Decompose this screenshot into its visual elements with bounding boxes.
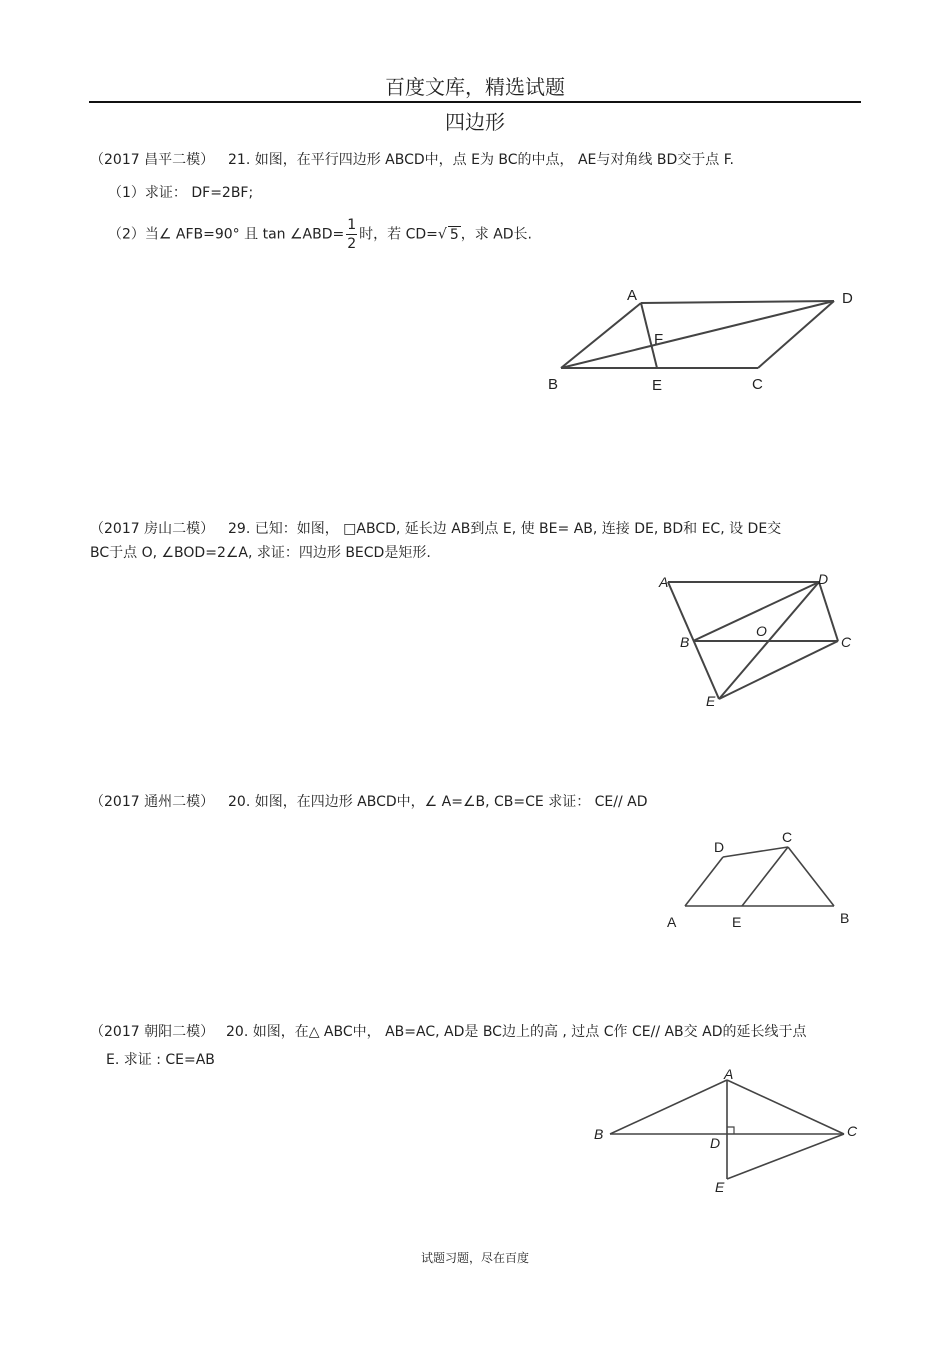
problem-2-source: （2017 房山二模） — [90, 521, 215, 537]
label-O: O — [756, 623, 767, 639]
page-footer: 试题习题，尽在百度 — [420, 1251, 529, 1265]
page-title: 百度文库，精选试题 — [385, 75, 565, 99]
segment-DC — [723, 847, 788, 857]
segment-AC — [727, 1080, 844, 1134]
label-B: B — [548, 376, 559, 393]
segment-BA — [610, 1080, 727, 1134]
figure-3-quadrilateral — [655, 825, 860, 935]
sqrt-symbol: √ — [437, 226, 447, 243]
fraction-denominator: 2 — [347, 236, 357, 252]
label-D: D — [842, 290, 853, 307]
sqrt-radicand: 5 — [449, 226, 459, 243]
part-2-suffix: ，求 AD长. — [460, 226, 533, 243]
label-F: F — [654, 331, 664, 348]
label-C: C — [752, 376, 763, 393]
part-2-prefix: （2）当∠ AFB=90° 且 tan ∠ABD= — [108, 226, 345, 243]
label-C: C — [847, 1123, 858, 1139]
problem-1-part-1: （1）求证： DF=2BF; — [108, 185, 254, 201]
problem-2-statement-cont: BC于点 O, ∠BOD=2∠A, 求证：四边形 BECD是矩形. — [90, 545, 431, 561]
label-E: E — [652, 377, 663, 394]
segment-EC — [719, 641, 838, 699]
label-A: A — [659, 574, 669, 590]
label-D: D — [818, 571, 829, 587]
header-divider — [89, 101, 861, 103]
label-B: B — [840, 910, 850, 926]
problem-2-statement: 29. 已知：如图， □ABCD, 延长边 AB到点 E, 使 BE= AB, 连接 DE, BD和 EC, 设 DE交 — [228, 521, 782, 537]
label-D: D — [714, 839, 725, 855]
figure-2-rectangle-proof — [650, 568, 860, 710]
figure-4-triangle — [590, 1066, 865, 1201]
label-C: C — [841, 634, 852, 650]
problem-1-part-2 — [108, 216, 532, 253]
fraction-numerator: 1 — [347, 217, 357, 233]
label-E: E — [715, 1179, 725, 1195]
figure-1-parallelogram — [540, 282, 870, 397]
problem-3-statement: 20. 如图，在四边形 ABCD中，∠ A=∠B, CB=CE 求证： CE// AD — [228, 794, 648, 810]
problem-4-statement: 20. 如图，在△ ABC中， AB=AC, AD是 BC边上的高 , 过点 C作 CE// AB交 AD的延长线于点 — [226, 1024, 807, 1040]
segment-CB — [788, 847, 834, 906]
problem-1-source: （2017 昌平二模） — [90, 152, 215, 168]
problem-4-source: （2017 朝阳二模） — [90, 1024, 215, 1040]
label-D: D — [710, 1135, 721, 1151]
section-title: 四边形 — [445, 110, 505, 134]
segment-DC — [819, 582, 838, 641]
problem-1-statement: 21. 如图，在平行四边形 ABCD中，点 E为 BC的中点， AE与对角线 BD交于点 F. — [228, 152, 734, 168]
segment-CE — [742, 847, 788, 906]
segment-AD — [641, 301, 834, 303]
problem-4-statement-cont: E. 求证 : CE=AB — [106, 1052, 215, 1068]
problem-3-source: （2017 通州二模） — [90, 794, 215, 810]
label-A: A — [627, 287, 638, 304]
part-2-mid: 时，若 CD= — [359, 226, 438, 243]
segment-EC — [727, 1134, 844, 1179]
segment-AD — [685, 857, 723, 906]
label-B: B — [594, 1126, 604, 1142]
label-A: A — [724, 1066, 734, 1082]
label-A: A — [667, 914, 677, 930]
right-angle-mark — [727, 1127, 734, 1134]
label-E: E — [732, 914, 742, 930]
fraction — [346, 216, 357, 253]
label-C: C — [782, 829, 793, 845]
label-B: B — [680, 634, 690, 650]
label-E: E — [706, 693, 716, 709]
